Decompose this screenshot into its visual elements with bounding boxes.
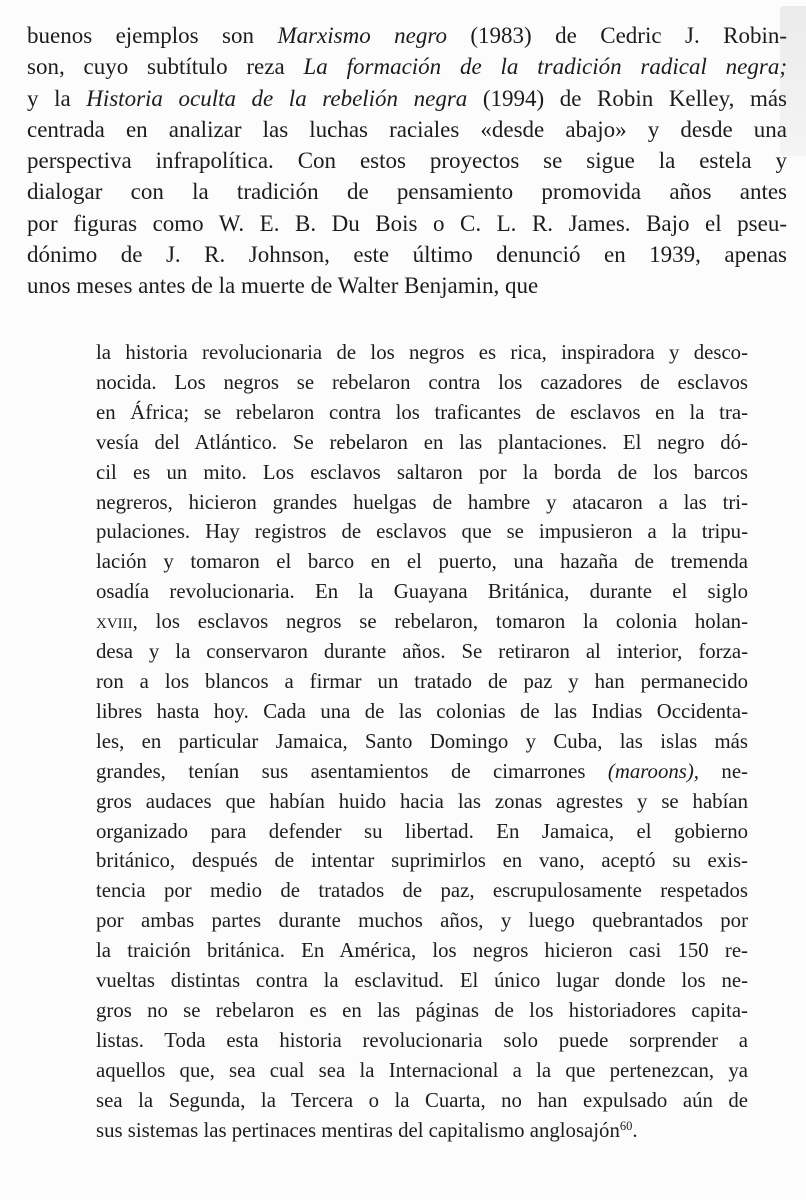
text-run: nocida. Los negros se rebelaron contra los cazadores de esclavos bbox=[96, 370, 748, 394]
quote-text-line bbox=[96, 996, 748, 1026]
text-run: negreros, hicieron grandes huelgas de hambre y atacaron a las tri- bbox=[96, 490, 748, 514]
text-run: y la bbox=[27, 85, 87, 111]
text-run: buenos ejemplos son bbox=[27, 23, 278, 48]
text-run: . bbox=[632, 1118, 638, 1142]
italic-text: La formación de la tradición radical negra; bbox=[303, 54, 787, 80]
quote-text-line bbox=[96, 488, 748, 518]
quote-text-line bbox=[96, 697, 748, 727]
text-run: pulaciones. Hay registros de esclavos que se impusieron a la tripu- bbox=[96, 520, 748, 544]
text-run: sea la Segunda, la Tercera o la Cuarta, no han expulsado aún de bbox=[96, 1088, 748, 1112]
text-run: dónimo de J. R. Johnson, este último denunció en 1939, apenas bbox=[27, 242, 787, 268]
quote-text-line bbox=[96, 547, 748, 577]
body-text-line bbox=[27, 145, 787, 176]
body-text-line bbox=[27, 239, 787, 270]
text-run: organizado para defender su libertad. En Jamaica, el gobierno bbox=[96, 819, 748, 843]
text-run: ron a los blancos a firmar un tratado de paz y han permanecido bbox=[96, 669, 748, 693]
quote-text-line bbox=[96, 428, 748, 458]
quote-text-line bbox=[96, 607, 748, 637]
text-run: dialogar con la tradición de pensamiento promovida años antes bbox=[27, 179, 787, 205]
body-text-line bbox=[27, 114, 787, 145]
body-text-line bbox=[27, 51, 787, 82]
text-run: por figuras como W. E. B. Du Bois o C. L. R. James. Bajo el pseu- bbox=[27, 210, 787, 236]
text-run: sus sistemas las pertinaces mentiras del capitalismo anglosajón bbox=[96, 1118, 620, 1142]
quote-text-line bbox=[96, 787, 748, 817]
text-run: , los esclavos negros se rebelaron, tomaron la colonia holan- bbox=[132, 610, 748, 634]
text-run: vesía del Atlántico. Se rebelaron en las plantaciones. El negro dó- bbox=[96, 430, 748, 454]
text-run: libres hasta hoy. Cada una de las colonias de las Indias Occidenta- bbox=[96, 699, 748, 723]
text-run: cil es un mito. Los esclavos saltaron por la borda de los barcos bbox=[96, 460, 748, 484]
text-run: centrada en analizar las luchas raciales «desde abajo» y desde una bbox=[27, 116, 787, 142]
body-text-line bbox=[27, 270, 787, 301]
text-run: la traición británica. En América, los negros hicieron casi 150 re- bbox=[96, 939, 748, 963]
quote-text-line bbox=[96, 368, 748, 398]
quote-text-line bbox=[96, 727, 748, 757]
quote-text-line bbox=[96, 757, 748, 787]
text-run: grandes, tenían sus asentamientos de cimarrones bbox=[96, 759, 608, 783]
body-text-line bbox=[27, 20, 787, 51]
text-run: ne- bbox=[698, 759, 748, 783]
quote-text-line bbox=[96, 846, 748, 876]
text-run: (1994) de Robin Kelley, más bbox=[467, 85, 787, 111]
italic-text: (maroons), bbox=[607, 759, 699, 783]
quote-text-line bbox=[96, 876, 748, 906]
text-run: osadía revolucionaria. En la Guayana Británica, durante el siglo bbox=[96, 580, 748, 604]
text-run: tencia por medio de tratados de paz, escrupulosamente respetados bbox=[96, 879, 748, 903]
text-run: vueltas distintas contra la esclavitud. El único lugar donde los ne- bbox=[96, 969, 748, 993]
quote-text-line bbox=[96, 906, 748, 936]
quote-text-line bbox=[96, 577, 748, 607]
quote-text-line bbox=[96, 1056, 748, 1086]
quote-text-line bbox=[96, 817, 748, 847]
text-run: gros audaces que habían huido hacia las zonas agrestes y se habían bbox=[96, 789, 748, 813]
text-run: aquellos que, sea cual sea la Internacional a la que pertenezcan, ya bbox=[96, 1058, 748, 1082]
text-run: (1983) de Cedric J. Robin- bbox=[446, 23, 787, 48]
footnote-reference: 60 bbox=[619, 1118, 633, 1133]
quote-text-line bbox=[96, 966, 748, 996]
quote-text-line bbox=[96, 1026, 748, 1056]
quote-text-line bbox=[96, 458, 748, 488]
text-run: perspectiva infrapolítica. Con estos proyectos se sigue la estela y bbox=[27, 148, 787, 174]
block-quote bbox=[96, 338, 748, 1145]
quote-text-line bbox=[96, 338, 748, 368]
quote-text-line bbox=[96, 1116, 748, 1146]
text-run: en África; se rebelaron contra los traficantes de esclavos en la tra- bbox=[96, 400, 748, 424]
body-text-line bbox=[27, 208, 787, 239]
text-run: les, en particular Jamaica, Santo Domingo y Cuba, las islas más bbox=[96, 729, 748, 753]
text-run: la historia revolucionaria de los negros es rica, inspiradora y desco- bbox=[96, 341, 748, 364]
text-run: listas. Toda esta historia revolucionaria solo puede sorprender a bbox=[96, 1028, 748, 1052]
text-run: son, cuyo subtítulo reza bbox=[27, 54, 304, 80]
quote-text-line bbox=[96, 637, 748, 667]
text-run: por ambas partes durante muchos años, y luego quebrantados por bbox=[96, 909, 748, 933]
roman-numeral: xviii bbox=[96, 610, 133, 634]
quote-text-line bbox=[96, 936, 748, 966]
quote-text-line bbox=[96, 517, 748, 547]
italic-text: Historia oculta de la rebelión negra bbox=[86, 85, 468, 111]
text-run: desa y la conservaron durante años. Se retiraron al interior, forza- bbox=[96, 640, 748, 664]
body-paragraph bbox=[27, 20, 787, 302]
quote-text-line bbox=[96, 398, 748, 428]
quote-text-line bbox=[96, 1086, 748, 1116]
text-run: británico, después de intentar suprimirlos en vano, aceptó su exis- bbox=[96, 849, 748, 873]
quote-text-line bbox=[96, 667, 748, 697]
body-text-line bbox=[27, 83, 787, 114]
text-run: lación y tomaron el barco en el puerto, una hazaña de tremenda bbox=[96, 550, 748, 574]
text-run: gros no se rebelaron es en las páginas de los historiadores capita- bbox=[96, 998, 748, 1022]
italic-text: Marxismo negro bbox=[277, 23, 447, 48]
body-text-line bbox=[27, 176, 787, 207]
text-run: unos meses antes de la muerte de Walter Benjamin, que bbox=[27, 273, 539, 299]
